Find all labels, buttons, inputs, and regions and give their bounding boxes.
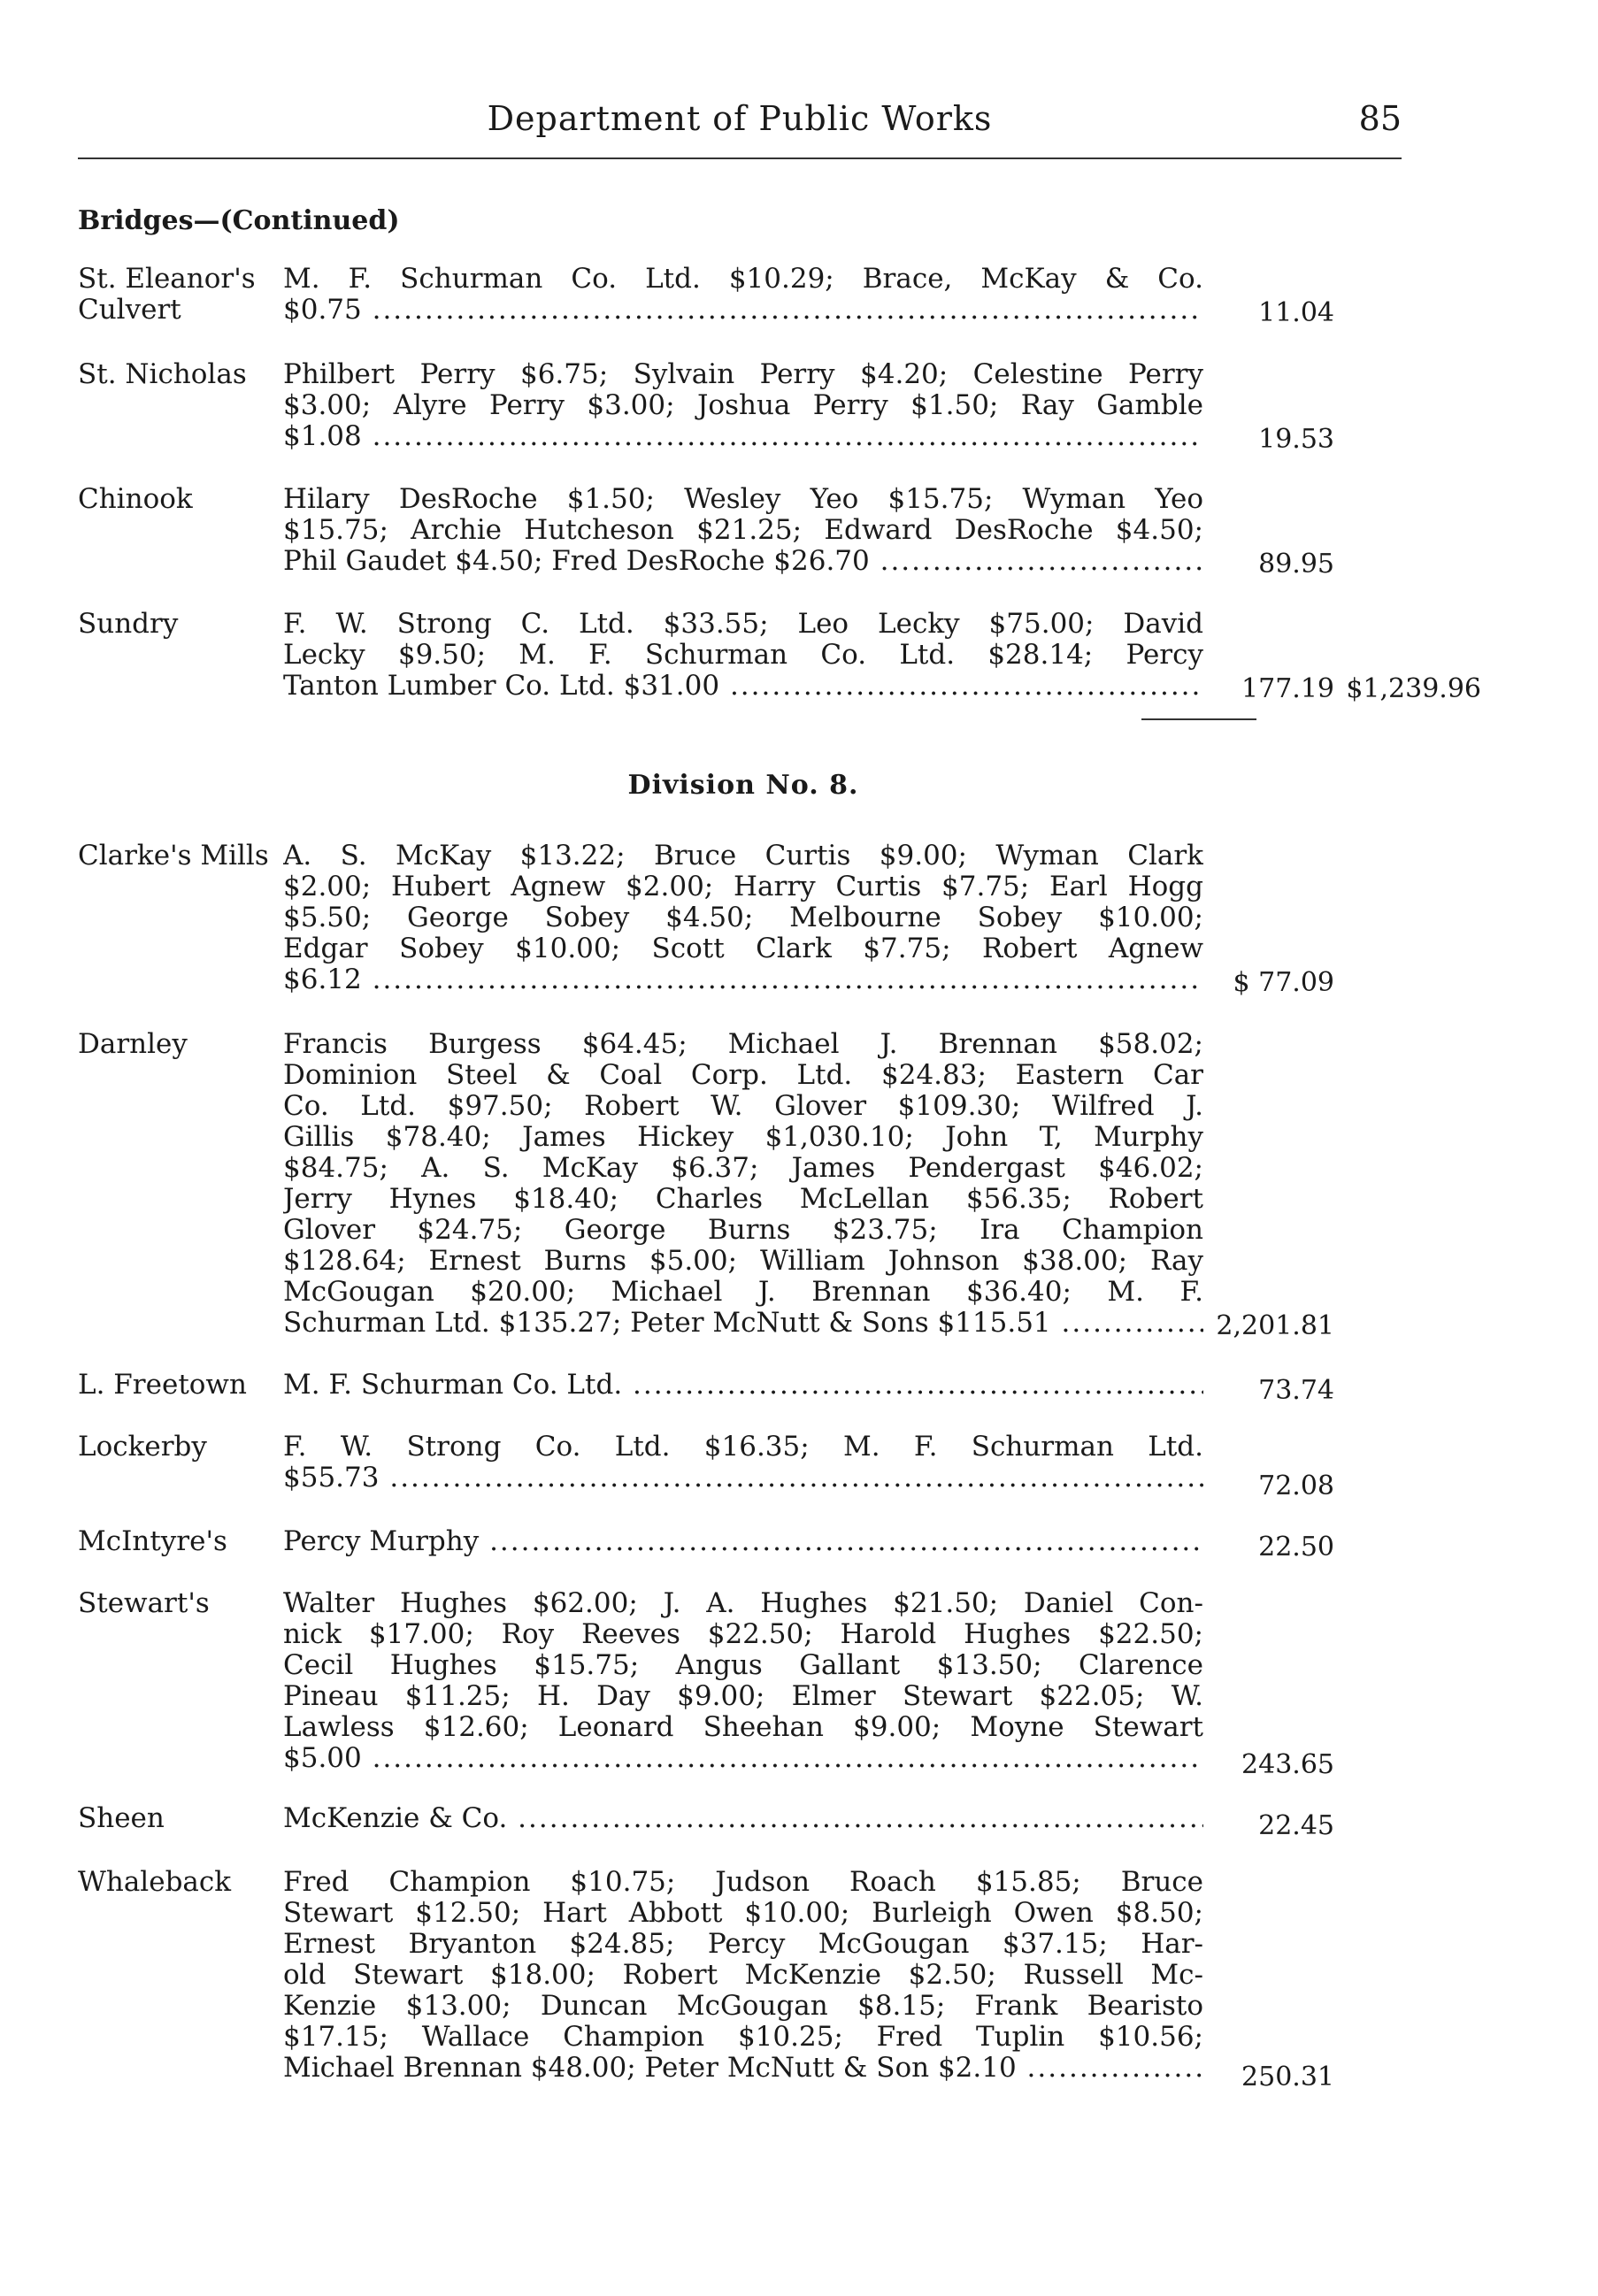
entry-amount: 11.04 <box>1258 297 1334 328</box>
entry-line: $15.75; Archie Hutcheson $21.25; Edward DesRoche $4.50; <box>283 515 1203 546</box>
entry-line: $5.00 ..... <box>283 1743 1203 1774</box>
entry-amount: $ 77.09 <box>1233 967 1334 998</box>
entry-line: Fred Champion $10.75; Judson Roach $15.85; Bruce <box>283 1867 1203 1898</box>
entry-amount: 22.45 <box>1258 1810 1334 1841</box>
entry-line: Walter Hughes $62.00; J. A. Hughes $21.50; Daniel Con- <box>283 1588 1203 1619</box>
entry-amount: 72.08 <box>1258 1471 1334 1501</box>
entry-line: F. W. Strong C. Ltd. $33.55; Leo Lecky $75.00; David <box>283 609 1203 640</box>
entry-description <box>283 264 1203 326</box>
entry-line: $17.15; Wallace Champion $10.25; Fred Tuplin $10.56; <box>283 2022 1203 2053</box>
entry-description <box>283 1432 1203 1494</box>
entry-amount: 22.50 <box>1258 1532 1334 1563</box>
entry-description <box>283 841 1203 995</box>
page-number: 85 <box>1358 99 1402 138</box>
entry-line: A. S. McKay $13.22; Bruce Curtis $9.00; Wyman Clark <box>283 841 1203 872</box>
entry-amount: 250.31 <box>1241 2062 1334 2093</box>
entry-line: McGougan $20.00; Michael J. Brennan $36.40; M. F. <box>283 1277 1203 1308</box>
entry-place: Darnley <box>78 1028 188 1060</box>
entry-line: Hilary DesRoche $1.50; Wesley Yeo $15.75; Wyman Yeo <box>283 484 1203 515</box>
entry-description <box>283 484 1203 577</box>
entry-line: Glover $24.75; George Burns $23.75; Ira Champion <box>283 1215 1203 1246</box>
entry-line: Cecil Hughes $15.75; Angus Gallant $13.50; Clarence <box>283 1650 1203 1681</box>
entry-place: Lockerby <box>78 1431 207 1463</box>
entry-line: $3.00; Alyre Perry $3.00; Joshua Perry $1.50; Ray Gamble <box>283 390 1203 421</box>
header-rule <box>78 157 1402 159</box>
entry-line: Phil Gaudet $4.50; Fred DesRoche $26.70 ..... <box>283 546 1203 577</box>
entry-place: L. Freetown <box>78 1369 247 1401</box>
entry-line: Pineau $11.25; H. Day $9.00; Elmer Stewart $22.05; W. <box>283 1681 1203 1712</box>
section-total: $1,239.96 <box>1346 673 1481 704</box>
entry-line: $55.73 ..... <box>283 1463 1203 1494</box>
entry-description <box>283 609 1203 702</box>
entry-description <box>283 1370 1203 1401</box>
entry-amount: 19.53 <box>1258 424 1334 455</box>
entry-line: nick $17.00; Roy Reeves $22.50; Harold Hughes $22.50; <box>283 1619 1203 1650</box>
entry-place: Whaleback <box>78 1866 232 1898</box>
entry-place: Sundry <box>78 608 179 640</box>
entry-line: $128.64; Ernest Burns $5.00; William Johnson $38.00; Ray <box>283 1246 1203 1277</box>
entry-amount: 243.65 <box>1241 1749 1334 1780</box>
entry-place: Clarke's Mills <box>78 840 269 872</box>
entry-line: Lawless $12.60; Leonard Sheehan $9.00; Moyne Stewart <box>283 1712 1203 1743</box>
entry-line: M. F. Schurman Co. Ltd. ..... <box>283 1370 1203 1401</box>
entry-line: $84.75; A. S. McKay $6.37; James Pendergast $46.02; <box>283 1153 1203 1184</box>
entry-line: F. W. Strong Co. Ltd. $16.35; M. F. Schurman Ltd. <box>283 1432 1203 1463</box>
entry-place: Sheen <box>78 1802 165 1834</box>
entry-line: Michael Brennan $48.00; Peter McNutt & Son $2.10 ..... <box>283 2053 1203 2084</box>
entry-description <box>283 1526 1203 1557</box>
entry-line: Dominion Steel & Coal Corp. Ltd. $24.83; Eastern Car <box>283 1060 1203 1091</box>
entry-line: Schurman Ltd. $135.27; Peter McNutt & Sons $115.51 ..... <box>283 1308 1203 1339</box>
entry-amount: 73.74 <box>1258 1375 1334 1406</box>
entry-line: $1.08 ..... <box>283 421 1203 452</box>
entry-line: M. F. Schurman Co. Ltd. $10.29; Brace, McKay & Co. <box>283 264 1203 295</box>
entry-description <box>283 1029 1203 1339</box>
entry-amount: 177.19 <box>1241 673 1334 704</box>
entry-place: St. Eleanor's Culvert <box>78 263 256 326</box>
entry-amount: 89.95 <box>1258 549 1334 580</box>
entry-line: Philbert Perry $6.75; Sylvain Perry $4.20; Celestine Perry <box>283 359 1203 390</box>
entry-line: Francis Burgess $64.45; Michael J. Brennan $58.02; <box>283 1029 1203 1060</box>
entry-description <box>283 1803 1203 1834</box>
entry-place: McIntyre's <box>78 1525 227 1557</box>
entry-line: Stewart $12.50; Hart Abbott $10.00; Burleigh Owen $8.50; <box>283 1898 1203 1929</box>
entry-place: Chinook <box>78 483 193 515</box>
entry-line: Co. Ltd. $97.50; Robert W. Glover $109.30; Wilfred J. <box>283 1091 1203 1122</box>
entry-line: Lecky $9.50; M. F. Schurman Co. Ltd. $28.14; Percy <box>283 640 1203 671</box>
entry-amount: 2,201.81 <box>1216 1310 1334 1341</box>
section-heading: Bridges—(Continued) <box>78 205 400 236</box>
entry-line: $6.12 ..... <box>283 964 1203 995</box>
division-heading: Division No. 8. <box>627 770 859 801</box>
running-head <box>78 99 1402 152</box>
entry-line: Tanton Lumber Co. Ltd. $31.00 ..... <box>283 671 1203 702</box>
entry-line: Ernest Bryanton $24.85; Percy McGougan $37.15; Har- <box>283 1929 1203 1960</box>
entry-place: Stewart's <box>78 1587 210 1619</box>
entry-line: Jerry Hynes $18.40; Charles McLellan $56.35; Robert <box>283 1184 1203 1215</box>
page-title: Department of Public Works <box>487 99 993 138</box>
entry-description <box>283 359 1203 452</box>
entry-description <box>283 1867 1203 2084</box>
entry-line: Gillis $78.40; James Hickey $1,030.10; John T, Murphy <box>283 1122 1203 1153</box>
subtotal-rule <box>1141 718 1256 720</box>
entry-line: Edgar Sobey $10.00; Scott Clark $7.75; Robert Agnew <box>283 933 1203 964</box>
entry-description <box>283 1588 1203 1774</box>
entry-line: $5.50; George Sobey $4.50; Melbourne Sobey $10.00; <box>283 902 1203 933</box>
entry-line: Kenzie $13.00; Duncan McGougan $8.15; Frank Bearisto <box>283 1991 1203 2022</box>
entry-line: McKenzie & Co. ..... <box>283 1803 1203 1834</box>
entry-line: old Stewart $18.00; Robert McKenzie $2.50; Russell Mc- <box>283 1960 1203 1991</box>
entry-line: Percy Murphy ..... <box>283 1526 1203 1557</box>
entry-line: $0.75 ..... <box>283 295 1203 326</box>
entry-place: St. Nicholas <box>78 358 247 390</box>
entry-line: $2.00; Hubert Agnew $2.00; Harry Curtis $7.75; Earl Hogg <box>283 872 1203 902</box>
